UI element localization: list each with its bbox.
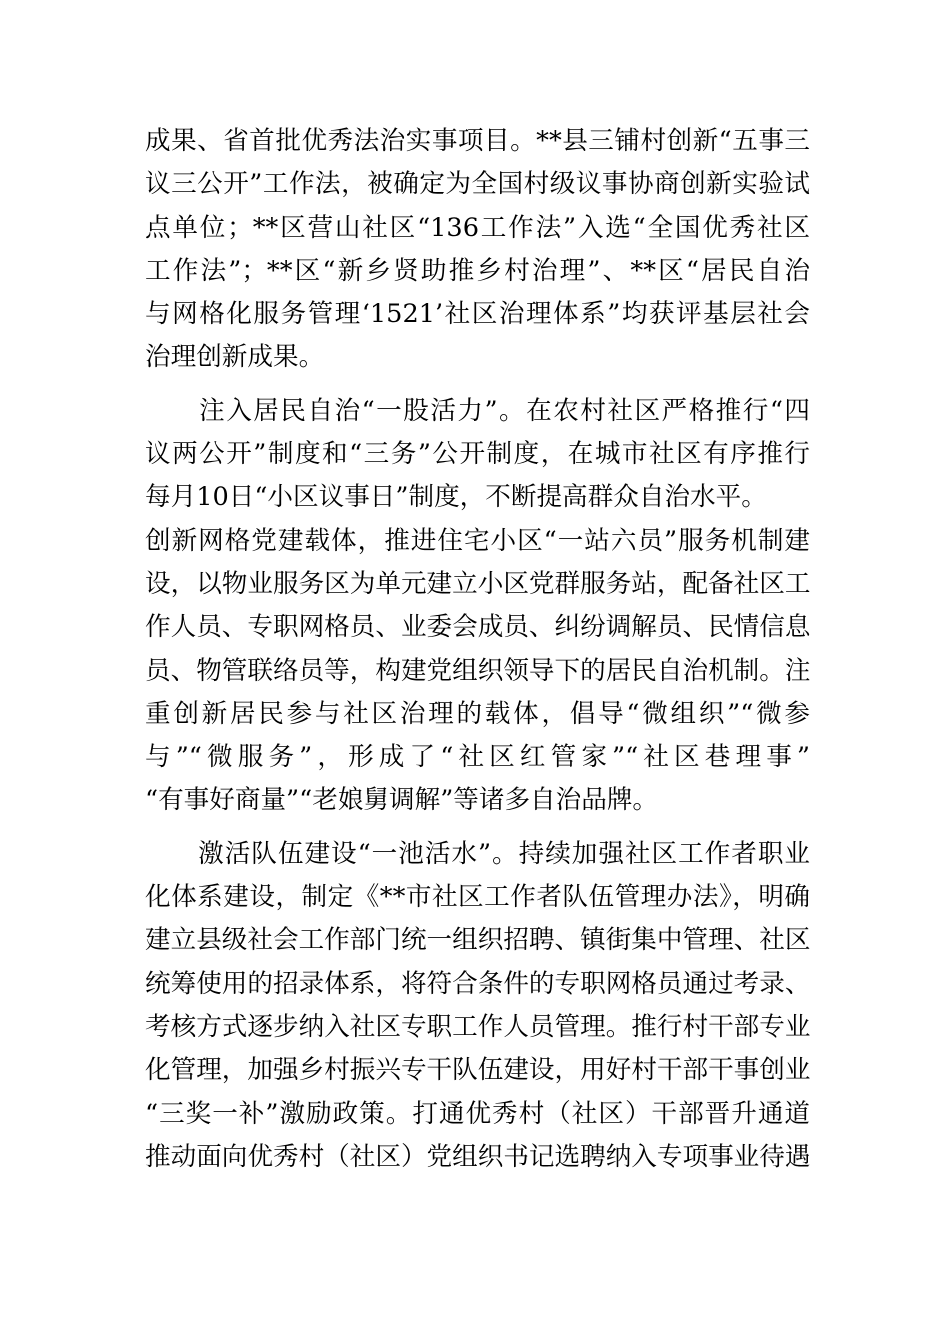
text-line: 成果、省首批优秀法治实事项目。**县三铺村创新“五事三 bbox=[145, 126, 810, 156]
text-line: 员、物管联络员等，构建党组织领导下的居民自治机制。注 bbox=[145, 655, 811, 686]
text-line: 议三公开”工作法，被确定为全国村级议事协商创新实验试 bbox=[145, 169, 810, 200]
text-line: 工作法”；**区“新乡贤助推乡村治理”、**区“居民自治 bbox=[145, 255, 810, 286]
text-line: 建立县级社会工作部门统一组织招聘、镇街集中管理、社区 bbox=[145, 925, 811, 956]
text-line: 化管理，加强乡村振兴专干队伍建设，用好村干部干事创业 bbox=[145, 1055, 811, 1086]
text-line: “有事好商量”“老娘舅调解”等诸多自治品牌。 bbox=[145, 785, 659, 816]
text-line: 每月10日“小区议事日”制度，不断提高群众自治水平。 bbox=[145, 482, 767, 513]
document-body bbox=[145, 120, 810, 1179]
text-line: 设，以物业服务区为单元建立小区党群服务站，配备社区工 bbox=[145, 568, 811, 599]
paragraph-spacer bbox=[145, 380, 810, 390]
paragraph-1 bbox=[145, 120, 810, 380]
text-line: 化体系建设，制定《**市社区工作者队伍管理办法》，明确 bbox=[145, 882, 810, 913]
text-line: 激活队伍建设“一池活水”。持续加强社区工作者职业 bbox=[145, 838, 810, 869]
text-line: “三奖一补”激励政策。打通优秀村（社区）干部晋升通道 bbox=[145, 1098, 810, 1129]
text-line: 考核方式逐步纳入社区专职工作人员管理。推行村干部专业 bbox=[145, 1011, 811, 1042]
text-line: 议两公开”制度和“三务”公开制度，在城市社区有序推行 bbox=[145, 439, 810, 470]
text-line: 点单位；**区营山社区“136工作法”入选“全国优秀社区 bbox=[145, 212, 810, 243]
paragraph-2 bbox=[145, 390, 810, 823]
text-line: 创新网格党建载体，推进住宅小区“一站六员”服务机制建 bbox=[145, 525, 810, 556]
paragraph-3 bbox=[145, 833, 810, 1179]
text-line: 与网格化服务管理‘1521’社区治理体系”均获评基层社会 bbox=[145, 299, 810, 330]
text-line: 推动面向优秀村（社区）党组织书记选聘纳入专项事业待遇 bbox=[145, 1141, 811, 1172]
text-line: 重创新居民参与社区治理的载体，倡导“微组织”“微参 bbox=[145, 698, 810, 729]
text-line: 与”“微服务”，形成了“社区红管家”“社区巷理事” bbox=[145, 742, 810, 773]
text-line: 统筹使用的招录体系，将符合条件的专职网格员通过考录、 bbox=[145, 968, 811, 999]
text-line: 治理创新成果。 bbox=[145, 342, 325, 373]
text-line: 作人员、专职网格员、业委会成员、纠纷调解员、民情信息 bbox=[145, 612, 811, 643]
text-line: 注入居民自治“一股活力”。在农村社区严格推行“四 bbox=[145, 395, 810, 426]
paragraph-spacer bbox=[145, 823, 810, 833]
